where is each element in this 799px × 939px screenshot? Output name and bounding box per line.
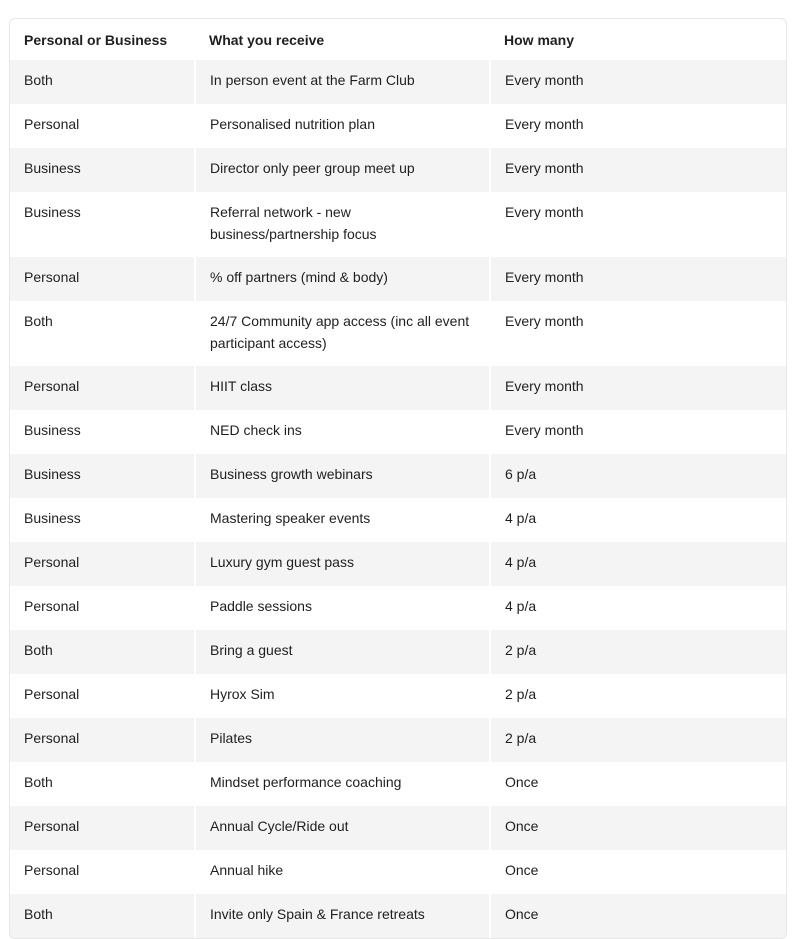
cell-type: Personal (10, 674, 195, 718)
cell-benefit: 24/7 Community app access (inc all event participant access) (195, 301, 490, 366)
table-row (10, 192, 786, 257)
cell-benefit: Mastering speaker events (195, 498, 490, 542)
cell-benefit: Pilates (195, 718, 490, 762)
cell-benefit: Business growth webinars (195, 454, 490, 498)
cell-type: Personal (10, 718, 195, 762)
table-row (10, 454, 786, 498)
cell-frequency: 4 p/a (490, 586, 786, 630)
cell-type: Personal (10, 586, 195, 630)
cell-type: Both (10, 60, 195, 104)
header-personal-or-business: Personal or Business (24, 32, 168, 48)
cell-frequency: 4 p/a (490, 542, 786, 586)
cell-frequency: 2 p/a (490, 630, 786, 674)
cell-frequency: Every month (490, 104, 786, 148)
cell-type: Both (10, 630, 195, 674)
cell-benefit: Invite only Spain & France retreats (195, 894, 490, 938)
cell-type: Business (10, 148, 195, 192)
table-row (10, 542, 786, 586)
cell-type: Personal (10, 850, 195, 894)
cell-frequency: Once (490, 762, 786, 806)
cell-frequency: Once (490, 850, 786, 894)
cell-type: Both (10, 301, 195, 366)
table-row (10, 104, 786, 148)
cell-benefit: Hyrox Sim (195, 674, 490, 718)
cell-frequency: Every month (490, 60, 786, 104)
cell-benefit: NED check ins (195, 410, 490, 454)
cell-type: Business (10, 410, 195, 454)
cell-benefit: Annual Cycle/Ride out (195, 806, 490, 850)
benefits-table (10, 19, 786, 938)
table-row (10, 257, 786, 301)
cell-type: Business (10, 454, 195, 498)
cell-type: Both (10, 762, 195, 806)
cell-frequency: Once (490, 806, 786, 850)
table-row (10, 148, 786, 192)
cell-benefit: Mindset performance coaching (195, 762, 490, 806)
cell-type: Personal (10, 257, 195, 301)
cell-benefit: HIIT class (195, 366, 490, 410)
cell-benefit: Luxury gym guest pass (195, 542, 490, 586)
table-row (10, 60, 786, 104)
cell-frequency: 2 p/a (490, 718, 786, 762)
table-row (10, 410, 786, 454)
cell-type: Personal (10, 806, 195, 850)
table-row (10, 586, 786, 630)
table-header-row (10, 19, 786, 60)
cell-frequency: Every month (490, 192, 786, 257)
cell-frequency: Every month (490, 301, 786, 366)
cell-benefit: % off partners (mind & body) (195, 257, 490, 301)
cell-benefit: Director only peer group meet up (195, 148, 490, 192)
table-row (10, 630, 786, 674)
cell-type: Business (10, 192, 195, 257)
table-row (10, 806, 786, 850)
table-row (10, 674, 786, 718)
header-what-you-receive: What you receive (209, 32, 325, 48)
cell-type: Personal (10, 366, 195, 410)
cell-frequency: Every month (490, 148, 786, 192)
table-row (10, 850, 786, 894)
table-row (10, 366, 786, 410)
cell-frequency: 6 p/a (490, 454, 786, 498)
header-how-many: How many (504, 32, 575, 48)
cell-benefit: Paddle sessions (195, 586, 490, 630)
cell-benefit: Referral network - new business/partnership focus (195, 192, 490, 257)
cell-type: Business (10, 498, 195, 542)
cell-type: Both (10, 894, 195, 938)
cell-frequency: Every month (490, 366, 786, 410)
cell-benefit: Personalised nutrition plan (195, 104, 490, 148)
cell-frequency: 4 p/a (490, 498, 786, 542)
cell-frequency: Once (490, 894, 786, 938)
table-row (10, 894, 786, 938)
cell-type: Personal (10, 104, 195, 148)
table-row (10, 762, 786, 806)
cell-benefit: In person event at the Farm Club (195, 60, 490, 104)
cell-type: Personal (10, 542, 195, 586)
table-row (10, 718, 786, 762)
table-row (10, 498, 786, 542)
cell-benefit: Annual hike (195, 850, 490, 894)
cell-frequency: Every month (490, 257, 786, 301)
cell-frequency: Every month (490, 410, 786, 454)
cell-frequency: 2 p/a (490, 674, 786, 718)
table-row (10, 301, 786, 366)
cell-benefit: Bring a guest (195, 630, 490, 674)
benefits-table-container (9, 18, 787, 939)
